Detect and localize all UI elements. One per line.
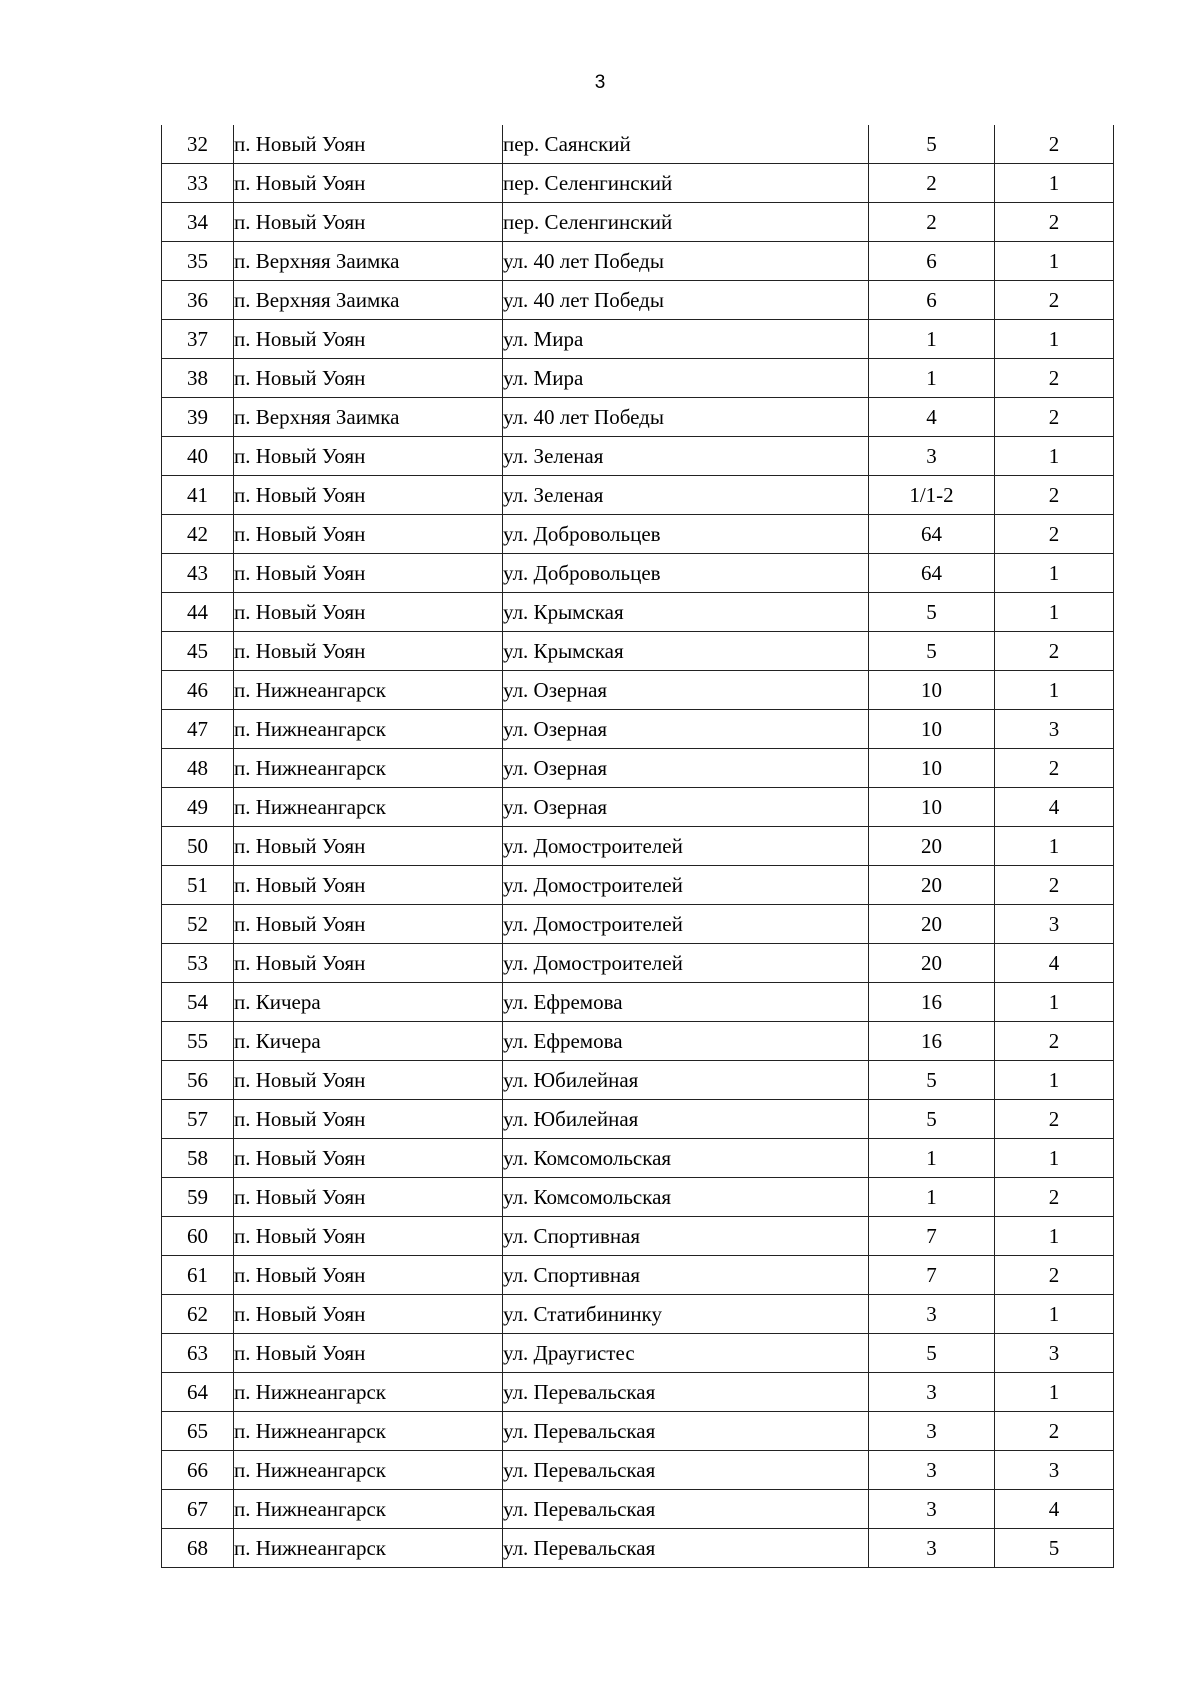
row-number-cell: 32 — [162, 125, 234, 164]
row-number-cell: 34 — [162, 203, 234, 242]
settlement-cell: п. Нижнеангарск — [234, 788, 503, 827]
table-row — [162, 1490, 1114, 1529]
street-cell: ул. Зеленая — [503, 437, 869, 476]
table-row — [162, 1373, 1114, 1412]
table-row — [162, 320, 1114, 359]
settlement-cell: п. Новый Уоян — [234, 476, 503, 515]
street-cell: ул. Перевальская — [503, 1412, 869, 1451]
table-row — [162, 1256, 1114, 1295]
row-number-cell: 63 — [162, 1334, 234, 1373]
street-cell: ул. Добровольцев — [503, 554, 869, 593]
house-number-cell: 5 — [869, 632, 995, 671]
apartment-number-cell: 1 — [995, 437, 1114, 476]
row-number-cell: 41 — [162, 476, 234, 515]
row-number-cell: 57 — [162, 1100, 234, 1139]
row-number-cell: 47 — [162, 710, 234, 749]
row-number-cell: 50 — [162, 827, 234, 866]
settlement-cell: п. Новый Уоян — [234, 944, 503, 983]
row-number-cell: 54 — [162, 983, 234, 1022]
house-number-cell: 1 — [869, 1139, 995, 1178]
street-cell: ул. Мира — [503, 320, 869, 359]
house-number-cell: 4 — [869, 398, 995, 437]
house-number-cell: 5 — [869, 593, 995, 632]
table-row — [162, 905, 1114, 944]
row-number-cell: 67 — [162, 1490, 234, 1529]
apartment-number-cell: 4 — [995, 788, 1114, 827]
table-row — [162, 827, 1114, 866]
house-number-cell: 5 — [869, 1334, 995, 1373]
house-number-cell: 3 — [869, 1373, 995, 1412]
settlement-cell: п. Верхняя Заимка — [234, 398, 503, 437]
street-cell: ул. Перевальская — [503, 1490, 869, 1529]
settlement-cell: п. Новый Уоян — [234, 554, 503, 593]
table-row — [162, 671, 1114, 710]
row-number-cell: 38 — [162, 359, 234, 398]
apartment-number-cell: 1 — [995, 1139, 1114, 1178]
house-number-cell: 5 — [869, 125, 995, 164]
street-cell: ул. Статибининку — [503, 1295, 869, 1334]
apartment-number-cell: 2 — [995, 749, 1114, 788]
table-row — [162, 476, 1114, 515]
house-number-cell: 10 — [869, 671, 995, 710]
row-number-cell: 46 — [162, 671, 234, 710]
row-number-cell: 61 — [162, 1256, 234, 1295]
table-row — [162, 203, 1114, 242]
street-cell: ул. Ефремова — [503, 1022, 869, 1061]
row-number-cell: 55 — [162, 1022, 234, 1061]
settlement-cell: п. Верхняя Заимка — [234, 281, 503, 320]
page-number: 3 — [594, 72, 606, 93]
settlement-cell: п. Новый Уоян — [234, 437, 503, 476]
street-cell: пер. Селенгинский — [503, 164, 869, 203]
table-row — [162, 1334, 1114, 1373]
settlement-cell: п. Нижнеангарск — [234, 749, 503, 788]
apartment-number-cell: 2 — [995, 1022, 1114, 1061]
row-number-cell: 64 — [162, 1373, 234, 1412]
house-number-cell: 20 — [869, 827, 995, 866]
table-row — [162, 359, 1114, 398]
address-table — [161, 125, 1114, 1568]
street-cell: ул. Озерная — [503, 671, 869, 710]
table-row — [162, 983, 1114, 1022]
table-row — [162, 1217, 1114, 1256]
apartment-number-cell: 3 — [995, 710, 1114, 749]
apartment-number-cell: 2 — [995, 1100, 1114, 1139]
settlement-cell: п. Новый Уоян — [234, 866, 503, 905]
apartment-number-cell: 2 — [995, 515, 1114, 554]
settlement-cell: п. Новый Уоян — [234, 632, 503, 671]
street-cell: ул. Перевальская — [503, 1451, 869, 1490]
house-number-cell: 64 — [869, 554, 995, 593]
settlement-cell: п. Новый Уоян — [234, 320, 503, 359]
settlement-cell: п. Нижнеангарск — [234, 1490, 503, 1529]
row-number-cell: 51 — [162, 866, 234, 905]
row-number-cell: 44 — [162, 593, 234, 632]
settlement-cell: п. Новый Уоян — [234, 203, 503, 242]
house-number-cell: 7 — [869, 1217, 995, 1256]
settlement-cell: п. Верхняя Заимка — [234, 242, 503, 281]
settlement-cell: п. Новый Уоян — [234, 359, 503, 398]
row-number-cell: 42 — [162, 515, 234, 554]
house-number-cell: 1 — [869, 359, 995, 398]
apartment-number-cell: 3 — [995, 1451, 1114, 1490]
row-number-cell: 39 — [162, 398, 234, 437]
house-number-cell: 1 — [869, 1178, 995, 1217]
house-number-cell: 3 — [869, 1295, 995, 1334]
table-row — [162, 554, 1114, 593]
street-cell: ул. Спортивная — [503, 1217, 869, 1256]
settlement-cell: п. Новый Уоян — [234, 515, 503, 554]
apartment-number-cell: 1 — [995, 1217, 1114, 1256]
street-cell: ул. 40 лет Победы — [503, 242, 869, 281]
street-cell: ул. Драугистес — [503, 1334, 869, 1373]
table-row — [162, 1295, 1114, 1334]
apartment-number-cell: 2 — [995, 1412, 1114, 1451]
table-row — [162, 944, 1114, 983]
street-cell: ул. Озерная — [503, 749, 869, 788]
house-number-cell: 10 — [869, 788, 995, 827]
table-row — [162, 242, 1114, 281]
table-row — [162, 1022, 1114, 1061]
apartment-number-cell: 1 — [995, 983, 1114, 1022]
apartment-number-cell: 1 — [995, 164, 1114, 203]
table-row — [162, 515, 1114, 554]
house-number-cell: 3 — [869, 1529, 995, 1568]
apartment-number-cell: 1 — [995, 1373, 1114, 1412]
house-number-cell: 5 — [869, 1061, 995, 1100]
street-cell: ул. Домостроителей — [503, 944, 869, 983]
house-number-cell: 6 — [869, 242, 995, 281]
settlement-cell: п. Новый Уоян — [234, 593, 503, 632]
row-number-cell: 33 — [162, 164, 234, 203]
settlement-cell: п. Новый Уоян — [234, 1217, 503, 1256]
table-row — [162, 1451, 1114, 1490]
house-number-cell: 20 — [869, 944, 995, 983]
street-cell: пер. Саянский — [503, 125, 869, 164]
street-cell: ул. Домостроителей — [503, 905, 869, 944]
street-cell: ул. Комсомольская — [503, 1178, 869, 1217]
house-number-cell: 20 — [869, 866, 995, 905]
street-cell: пер. Селенгинский — [503, 203, 869, 242]
street-cell: ул. 40 лет Победы — [503, 281, 869, 320]
table-row — [162, 398, 1114, 437]
row-number-cell: 48 — [162, 749, 234, 788]
table-row — [162, 1139, 1114, 1178]
street-cell: ул. Юбилейная — [503, 1100, 869, 1139]
apartment-number-cell: 2 — [995, 125, 1114, 164]
house-number-cell: 10 — [869, 710, 995, 749]
settlement-cell: п. Новый Уоян — [234, 827, 503, 866]
apartment-number-cell: 3 — [995, 1334, 1114, 1373]
street-cell: ул. Крымская — [503, 632, 869, 671]
row-number-cell: 58 — [162, 1139, 234, 1178]
street-cell: ул. Домостроителей — [503, 866, 869, 905]
street-cell: ул. Спортивная — [503, 1256, 869, 1295]
house-number-cell: 3 — [869, 437, 995, 476]
house-number-cell: 16 — [869, 1022, 995, 1061]
apartment-number-cell: 5 — [995, 1529, 1114, 1568]
table-row — [162, 1100, 1114, 1139]
settlement-cell: п. Новый Уоян — [234, 164, 503, 203]
settlement-cell: п. Нижнеангарск — [234, 1529, 503, 1568]
table-row — [162, 164, 1114, 203]
settlement-cell: п. Новый Уоян — [234, 1334, 503, 1373]
apartment-number-cell: 1 — [995, 1061, 1114, 1100]
table-row — [162, 710, 1114, 749]
apartment-number-cell: 4 — [995, 944, 1114, 983]
row-number-cell: 40 — [162, 437, 234, 476]
settlement-cell: п. Нижнеангарск — [234, 1373, 503, 1412]
settlement-cell: п. Новый Уоян — [234, 1061, 503, 1100]
apartment-number-cell: 3 — [995, 905, 1114, 944]
table-row — [162, 437, 1114, 476]
settlement-cell: п. Новый Уоян — [234, 1139, 503, 1178]
apartment-number-cell: 1 — [995, 1295, 1114, 1334]
row-number-cell: 53 — [162, 944, 234, 983]
street-cell: ул. Мира — [503, 359, 869, 398]
apartment-number-cell: 4 — [995, 1490, 1114, 1529]
street-cell: ул. Перевальская — [503, 1373, 869, 1412]
apartment-number-cell: 1 — [995, 593, 1114, 632]
table-row — [162, 125, 1114, 164]
table-row — [162, 1178, 1114, 1217]
apartment-number-cell: 2 — [995, 866, 1114, 905]
street-cell: ул. Юбилейная — [503, 1061, 869, 1100]
table-row — [162, 593, 1114, 632]
apartment-number-cell: 1 — [995, 320, 1114, 359]
street-cell: ул. Домостроителей — [503, 827, 869, 866]
apartment-number-cell: 2 — [995, 632, 1114, 671]
row-number-cell: 60 — [162, 1217, 234, 1256]
settlement-cell: п. Новый Уоян — [234, 905, 503, 944]
apartment-number-cell: 2 — [995, 398, 1114, 437]
apartment-number-cell: 2 — [995, 1178, 1114, 1217]
apartment-number-cell: 1 — [995, 827, 1114, 866]
apartment-number-cell: 2 — [995, 476, 1114, 515]
settlement-cell: п. Нижнеангарск — [234, 671, 503, 710]
row-number-cell: 35 — [162, 242, 234, 281]
street-cell: ул. Крымская — [503, 593, 869, 632]
row-number-cell: 65 — [162, 1412, 234, 1451]
house-number-cell: 20 — [869, 905, 995, 944]
table-row — [162, 1412, 1114, 1451]
street-cell: ул. Озерная — [503, 710, 869, 749]
row-number-cell: 49 — [162, 788, 234, 827]
house-number-cell: 3 — [869, 1412, 995, 1451]
street-cell: ул. Озерная — [503, 788, 869, 827]
table-row — [162, 866, 1114, 905]
settlement-cell: п. Новый Уоян — [234, 1295, 503, 1334]
street-cell: ул. Добровольцев — [503, 515, 869, 554]
house-number-cell: 2 — [869, 164, 995, 203]
row-number-cell: 62 — [162, 1295, 234, 1334]
row-number-cell: 43 — [162, 554, 234, 593]
house-number-cell: 3 — [869, 1490, 995, 1529]
settlement-cell: п. Кичера — [234, 1022, 503, 1061]
apartment-number-cell: 2 — [995, 281, 1114, 320]
house-number-cell: 3 — [869, 1451, 995, 1490]
apartment-number-cell: 2 — [995, 359, 1114, 398]
house-number-cell: 7 — [869, 1256, 995, 1295]
house-number-cell: 1 — [869, 320, 995, 359]
table-row — [162, 788, 1114, 827]
street-cell: ул. Комсомольская — [503, 1139, 869, 1178]
house-number-cell: 16 — [869, 983, 995, 1022]
apartment-number-cell: 1 — [995, 554, 1114, 593]
apartment-number-cell: 2 — [995, 203, 1114, 242]
address-table-body — [162, 125, 1114, 1568]
settlement-cell: п. Нижнеангарск — [234, 1451, 503, 1490]
settlement-cell: п. Новый Уоян — [234, 1100, 503, 1139]
street-cell: ул. Ефремова — [503, 983, 869, 1022]
house-number-cell: 10 — [869, 749, 995, 788]
house-number-cell: 5 — [869, 1100, 995, 1139]
table-row — [162, 1061, 1114, 1100]
settlement-cell: п. Новый Уоян — [234, 125, 503, 164]
table-row — [162, 749, 1114, 788]
house-number-cell: 6 — [869, 281, 995, 320]
row-number-cell: 68 — [162, 1529, 234, 1568]
table-row — [162, 281, 1114, 320]
settlement-cell: п. Нижнеангарск — [234, 1412, 503, 1451]
settlement-cell: п. Нижнеангарск — [234, 710, 503, 749]
apartment-number-cell: 1 — [995, 242, 1114, 281]
row-number-cell: 66 — [162, 1451, 234, 1490]
settlement-cell: п. Новый Уоян — [234, 1256, 503, 1295]
row-number-cell: 36 — [162, 281, 234, 320]
row-number-cell: 56 — [162, 1061, 234, 1100]
apartment-number-cell: 1 — [995, 671, 1114, 710]
row-number-cell: 37 — [162, 320, 234, 359]
table-row — [162, 632, 1114, 671]
table-row — [162, 1529, 1114, 1568]
apartment-number-cell: 2 — [995, 1256, 1114, 1295]
row-number-cell: 59 — [162, 1178, 234, 1217]
house-number-cell: 64 — [869, 515, 995, 554]
settlement-cell: п. Кичера — [234, 983, 503, 1022]
house-number-cell: 2 — [869, 203, 995, 242]
settlement-cell: п. Новый Уоян — [234, 1178, 503, 1217]
street-cell: ул. Перевальская — [503, 1529, 869, 1568]
house-number-cell: 1/1-2 — [869, 476, 995, 515]
street-cell: ул. 40 лет Победы — [503, 398, 869, 437]
row-number-cell: 52 — [162, 905, 234, 944]
street-cell: ул. Зеленая — [503, 476, 869, 515]
row-number-cell: 45 — [162, 632, 234, 671]
